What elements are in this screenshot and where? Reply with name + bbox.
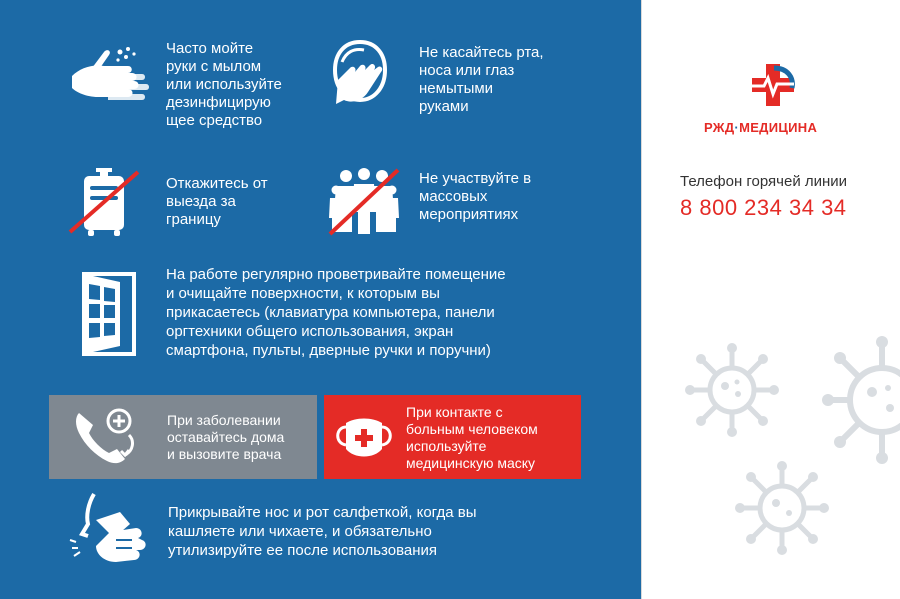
crowd-crossed-icon xyxy=(326,166,402,238)
window-icon xyxy=(80,272,138,356)
tip-stay-home: При заболевании оставайтесь дома и вызовите врача xyxy=(167,412,285,462)
brand-name: РЖД·МЕДИЦИНА xyxy=(704,120,818,135)
wear-mask-box xyxy=(324,395,581,479)
sneeze-tissue-icon xyxy=(66,490,152,574)
tip-ventilate: На работе регулярно проветривайте помещение и очищайте поверхности, к которым вы прикасаетесь (клавиатура компьютера, панели оргтехники общего использования, экран смартфона, пульты, дверные ручки и поручни) xyxy=(166,266,506,359)
medical-mask-icon xyxy=(332,413,396,463)
brand-panel xyxy=(641,0,900,599)
luggage-crossed-icon xyxy=(66,166,142,238)
tip-no-crowds: Не участвуйте в массовых мероприятиях xyxy=(419,170,532,223)
tip-no-travel: Откажитесь от выезда за границу xyxy=(166,175,268,228)
hotline-label: Телефон горячей линии xyxy=(680,173,848,190)
tip-wear-mask: При контакте с больным человеком используйте медицинскую маску xyxy=(406,404,538,471)
virus-icon xyxy=(732,458,832,558)
tip-wash-hands: Часто мойте руки с мылом или используйте дезинфицирую щее средство xyxy=(166,40,282,129)
stay-home-box xyxy=(49,395,317,479)
face-touch-icon xyxy=(330,38,390,110)
rzd-medicine-logo xyxy=(750,62,796,108)
tip-no-touch-face: Не касайтесь рта, носа или глаз немытыми руками xyxy=(419,44,544,115)
virus-icon xyxy=(682,340,782,440)
hotline-number[interactable]: 8 800 234 34 34 xyxy=(680,195,847,220)
phone-call-icon xyxy=(71,405,141,469)
hand-wash-icon xyxy=(70,44,152,112)
virus-icon xyxy=(822,330,900,470)
tip-cover-cough: Прикрывайте нос и рот салфеткой, когда вы кашляете или чихаете, и обязательно утилизируйте ее после использования xyxy=(168,504,477,559)
